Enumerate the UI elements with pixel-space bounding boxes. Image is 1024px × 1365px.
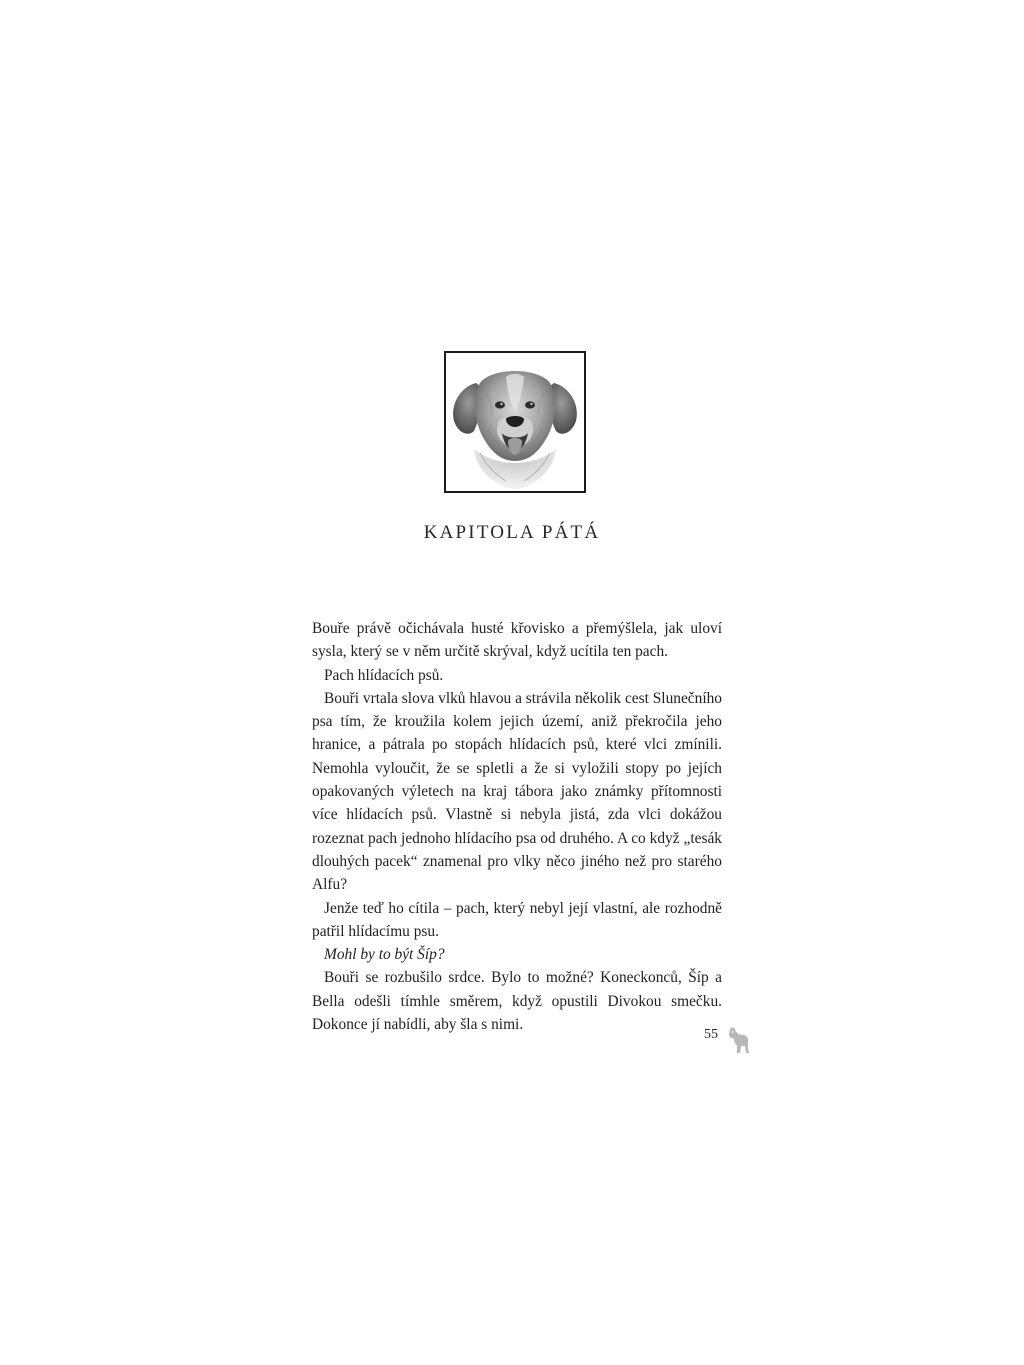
chapter-body [312, 617, 722, 1036]
paragraph: Jenže teď ho cítila – pach, který nebyl její vlastní, ale rozhodně patřil hlídacímu psu. [312, 899, 722, 940]
page-number: 55 [704, 1027, 718, 1042]
paragraph: Bouři se rozbušilo srdce. Bylo to možné? Koneckonců, Šíp a Bella odešli tímhle směrem, když opustili Divokou smečku. Dokonce jí nabídli, aby šla s nimi. [312, 969, 722, 1034]
paragraph: Bouři vrtala slova vlků hlavou a strávila několik cest Slunečního psa tím, že kroužila kolem jejich území, aniž překročila jeho hranice, a pátrala po stopách hlídacích psů, které vlci zmínili. Nemohla vyloučit, že se spletli a že si vyložili stopy po jejích opakovaných výletech na kraj tábora jako známky přítomnosti více hlídacích psů. Vlastně si nebyla jistá, zda vlci dokážou rozeznat pach jednoho hlídacího psa od druhého. A co když „tesák dlouhých pacek“ znamenal pro vlky něco jiného než pro starého Alfu? [312, 689, 722, 894]
paragraph: Pach hlídacích psů. [324, 666, 444, 684]
dog-silhouette-icon [727, 1026, 751, 1054]
chapter-title: KAPITOLA PÁTÁ [423, 522, 601, 543]
chapter-illustration [444, 351, 586, 493]
paragraph-italic-thought: Mohl by to být Šíp? [324, 946, 445, 964]
dog-portrait-icon [446, 353, 584, 491]
paragraph: Bouře právě očichávala husté křovisko a přemýšlela, jak uloví sysla, který se v něm určitě skrýval, když ucítila ten pach. [312, 620, 722, 661]
